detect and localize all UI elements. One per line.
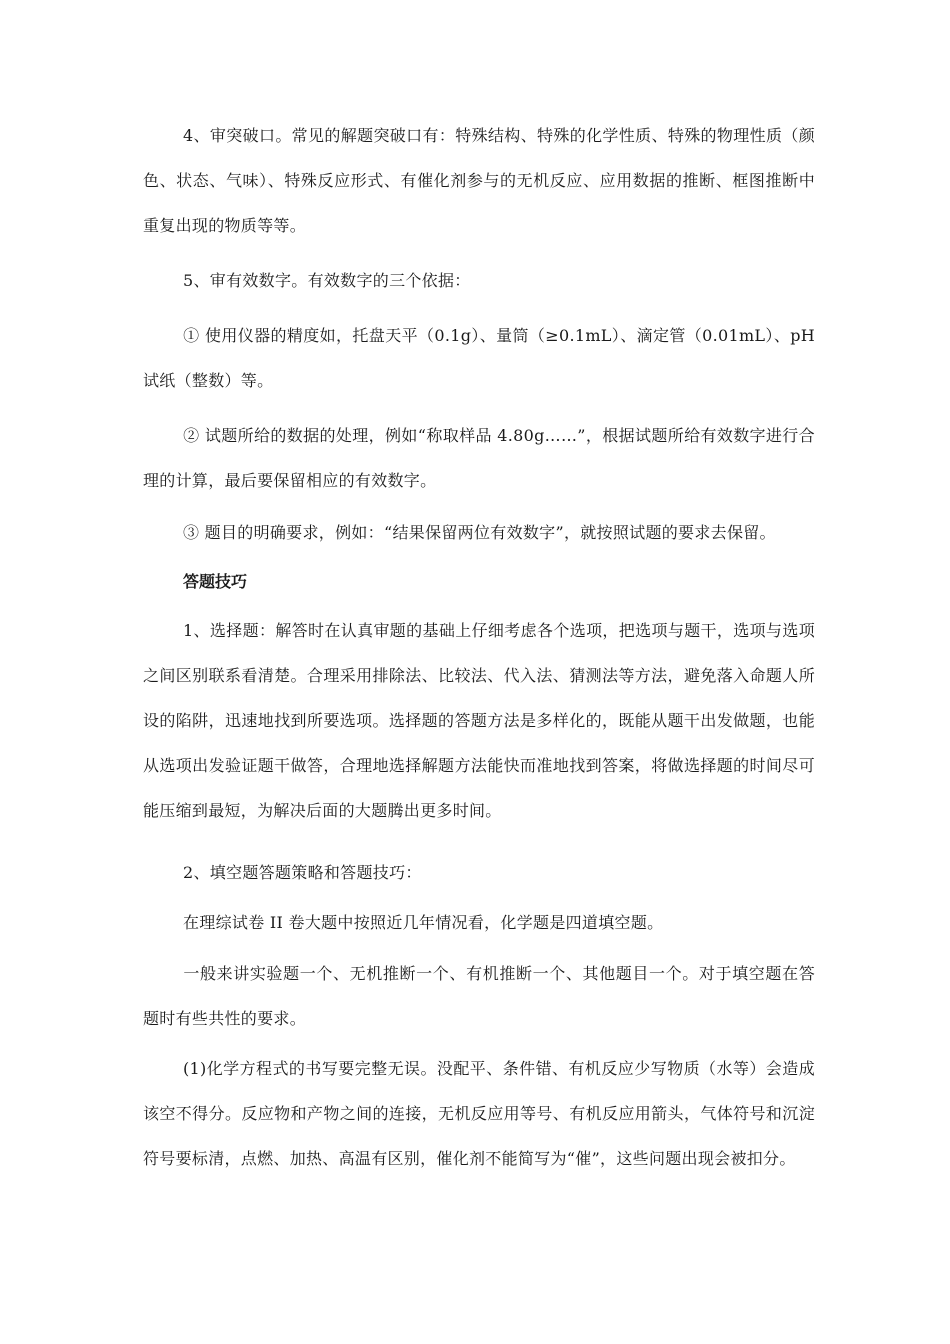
paragraph-text: ① 使用仪器的精度如，托盘天平（0.1g）、量筒（≥0.1mL）、滴定管（0.01mL）、pH 试纸（整数）等。	[143, 326, 815, 390]
paragraph-text: 一般来讲实验题一个、无机推断一个、有机推断一个、其他题目一个。对于填空题在答题时有些共性的要求。	[143, 964, 815, 1028]
paragraph-significant-figures	[143, 258, 815, 303]
paragraph-text: (1)化学方程式的书写要完整无误。没配平、条件错、有机反应少写物质（水等）会造成该空不得分。反应物和产物之间的连接，无机反应用等号、有机反应用箭头，气体符号和沉淀符号要标清，点燃、加热、高温有区别，催化剂不能简写为“催”，这些问题出现会被扣分。	[143, 1059, 815, 1168]
paragraph-text: ③ 题目的明确要求，例如：“结果保留两位有效数字”，就按照试题的要求去保留。	[183, 523, 776, 542]
paragraph-equation-writing	[143, 1046, 815, 1181]
paragraph-fill-in-strategy	[143, 850, 815, 895]
paragraph-instrument-precision	[143, 313, 815, 403]
paragraph-text: 在理综试卷 II 卷大题中按照近几年情况看，化学题是四道填空题。	[183, 913, 664, 932]
paragraph-data-processing	[143, 413, 815, 503]
paragraph-text: 4、审突破口。常见的解题突破口有：特殊结构、特殊的化学性质、特殊的物理性质（颜色、状态、气味）、特殊反应形式、有催化剂参与的无机反应、应用数据的推断、框图推断中重复出现的物质等等。	[143, 126, 815, 235]
paragraph-fill-in-overview	[143, 900, 815, 945]
paragraph-fill-in-types	[143, 951, 815, 1041]
paragraph-text: 2、填空题答题策略和答题技巧：	[183, 863, 422, 882]
paragraph-breakthrough	[143, 113, 815, 248]
section-heading: 答题技巧	[183, 572, 248, 591]
paragraph-text: 1、选择题：解答时在认真审题的基础上仔细考虑各个选项，把选项与题干，选项与选项之间区别联系看清楚。合理采用排除法、比较法、代入法、猜测法等方法，避免落入命题人所设的陷阱，迅速地找到所要选项。选择题的答题方法是多样化的，既能从题干出发做题，也能从选项出发验证题干做答，合理地选择解题方法能快而准地找到答案，将做选择题的时间尽可能压缩到最短，为解决后面的大题腾出更多时间。	[143, 621, 815, 820]
paragraph-multiple-choice	[143, 608, 815, 833]
paragraph-text: 5、审有效数字。有效数字的三个依据：	[183, 271, 471, 290]
paragraph-explicit-requirement	[143, 510, 815, 555]
paragraph-text: ② 试题所给的数据的处理，例如“称取样品 4.80g……”，根据试题所给有效数字进行合理的计算，最后要保留相应的有效数字。	[143, 426, 815, 490]
